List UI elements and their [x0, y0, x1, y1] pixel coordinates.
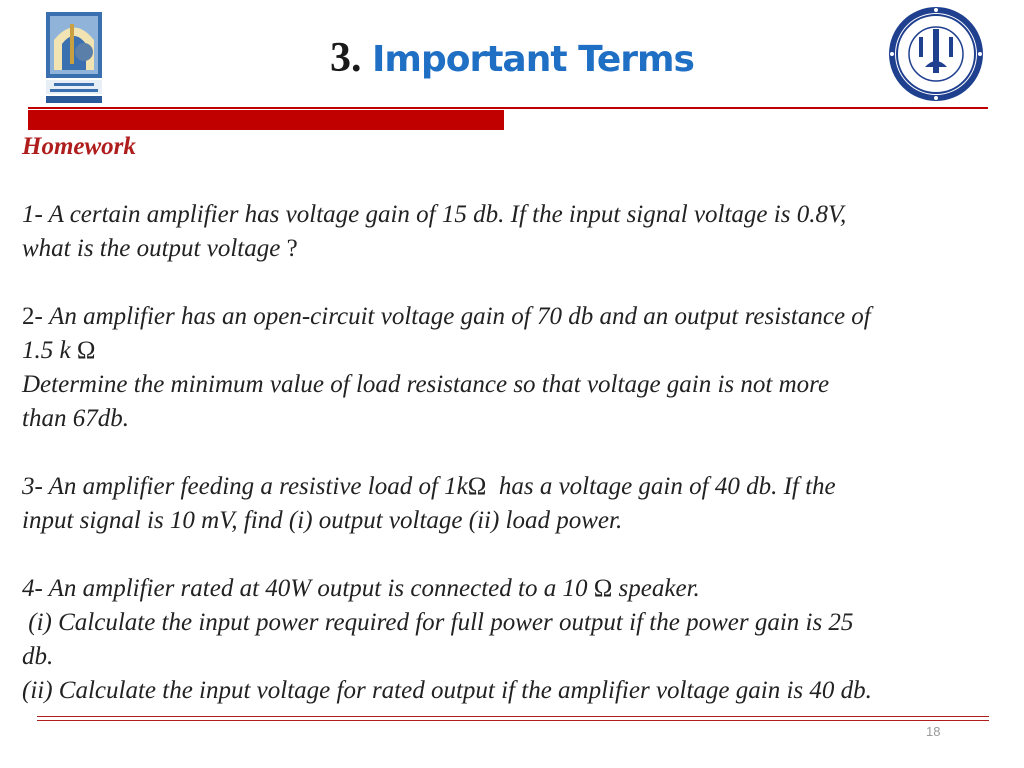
- college-seal-icon: [887, 5, 985, 103]
- header-accent-bar: [28, 110, 504, 130]
- omega-symbol: Ω: [76, 337, 96, 364]
- header-divider-line: [28, 107, 988, 109]
- problem-3-line-1: 3- An amplifier feeding a resistive load of 1kΩ has a voltage gain of 40 db. If the: [22, 473, 836, 500]
- problem-2-line-4: than 67db.: [22, 405, 129, 432]
- omega-symbol: Ω: [467, 473, 487, 500]
- title-number: 3.: [330, 35, 362, 81]
- problem-2-line-1: 2- An amplifier has an open-circuit voltage gain of 70 db and an output resistance of: [22, 303, 871, 330]
- problem-2-line-3: Determine the minimum value of load resistance so that voltage gain is not more: [22, 371, 830, 398]
- homework-content: [22, 130, 997, 708]
- problem-1-line-1: 1- A certain amplifier has voltage gain of 15 db. If the input signal voltage is 0.8V,: [22, 201, 847, 228]
- problem-1: [22, 198, 997, 266]
- problem-3-line-2: input signal is 10 mV, find (i) output voltage (ii) load power.: [22, 507, 623, 534]
- title-text: Important Terms: [372, 39, 694, 80]
- problem-4-line-2: (i) Calculate the input power required for full power output if the power gain is 25: [22, 609, 854, 636]
- footer-divider: [37, 716, 989, 721]
- problem-3: [22, 470, 997, 538]
- section-heading: Homework: [22, 133, 136, 160]
- college-seal: [887, 5, 985, 103]
- problem-2: [22, 300, 997, 436]
- problem-1-line-2: what is the output voltage ?: [22, 235, 298, 262]
- problem-2-line-2: 1.5 k Ω: [22, 337, 96, 364]
- omega-symbol: Ω: [593, 575, 613, 602]
- problem-4-line-3: db.: [22, 643, 54, 670]
- problem-4-line-4: (ii) Calculate the input voltage for rated output if the amplifier voltage gain is 40 db.: [22, 677, 872, 704]
- page-title: [0, 30, 1024, 88]
- problem-4-line-1: 4- An amplifier rated at 40W output is connected to a 10 Ω speaker.: [22, 575, 700, 602]
- page-number: 18: [926, 724, 941, 739]
- problem-4: [22, 572, 997, 708]
